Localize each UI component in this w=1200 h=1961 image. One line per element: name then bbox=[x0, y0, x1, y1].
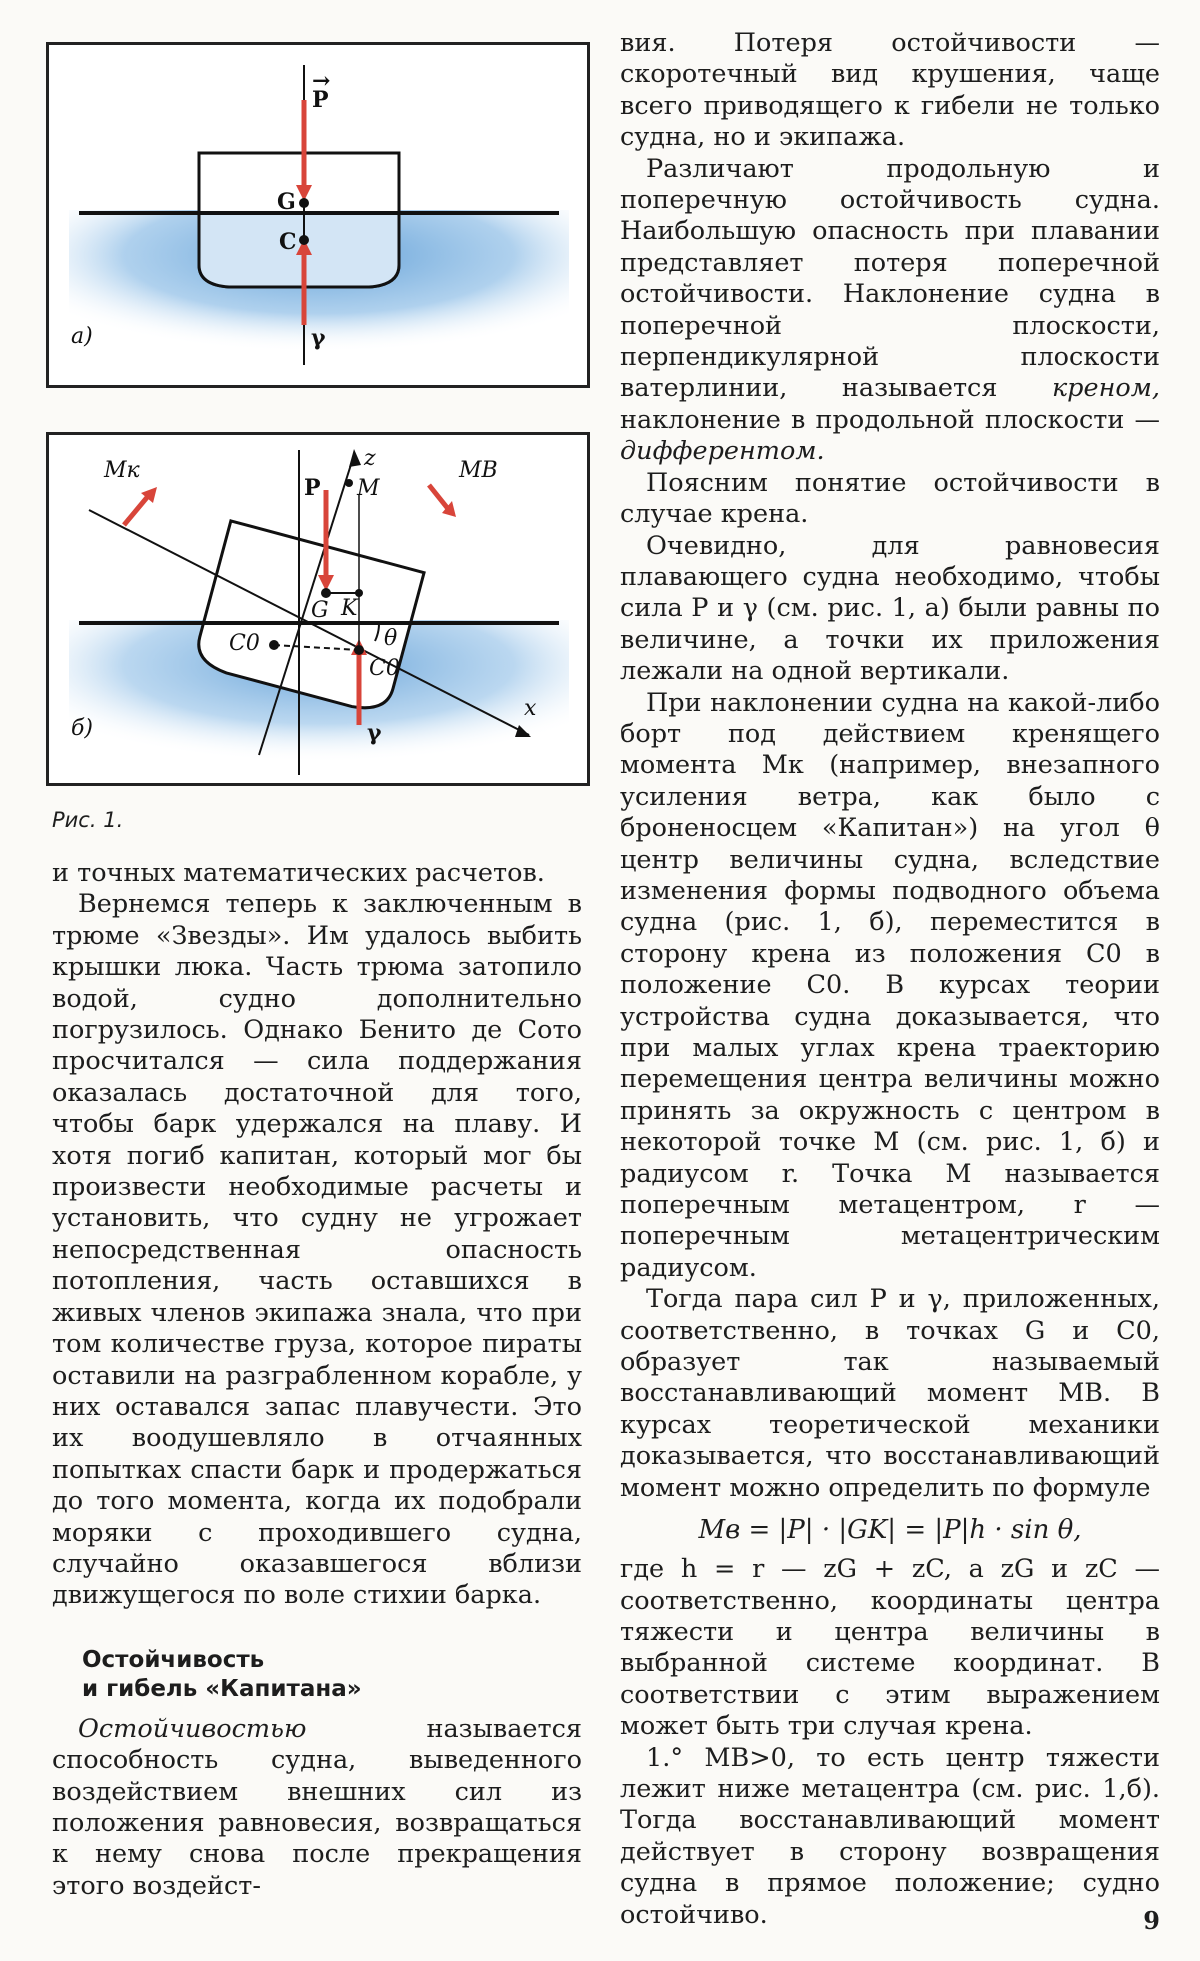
paragraph-text: называется способность судна, выведенного воздействием внешних сил из положения равновесия, возвращаться к нему снова после прекращения этого воздейст- bbox=[52, 1713, 582, 1901]
paragraph: Тогда пара сил P и γ, приложенных, соответственно, в точках G и C0, образует так называемый восстанавливающий момент MB. В курсах теоретической механики доказывается, что восстанавливающий момент можно определить по формуле bbox=[620, 1284, 1160, 1503]
label-p: P bbox=[304, 475, 321, 501]
label-gamma: γ bbox=[311, 325, 326, 351]
label-c: C bbox=[279, 229, 297, 255]
figure-a-svg bbox=[49, 45, 587, 385]
term-italic: креном, bbox=[1051, 373, 1160, 404]
figure-b bbox=[46, 432, 590, 786]
page-number: 9 bbox=[1143, 1906, 1160, 1935]
label-p: P bbox=[312, 87, 329, 113]
figure-a bbox=[46, 42, 590, 388]
label-c0-right: C0 bbox=[369, 656, 400, 681]
paragraph: Очевидно, для равновесия плавающего судна необходимо, чтобы сила P и γ (см. рис. 1, а) были равны по величине, а точки их приложения лежали на одной вертикали. bbox=[620, 530, 1160, 687]
label-x: x bbox=[524, 696, 537, 721]
paragraph: где h = r — zG + zC, а zG и zC — соответственно, координаты центра тяжести и центра величины в выбранной системе координат. В соответствии с этим выражением может быть три случая крена. bbox=[620, 1554, 1160, 1742]
label-g: G bbox=[311, 598, 329, 623]
heading-line: и гибель «Капитана» bbox=[82, 1675, 362, 1702]
paragraph: Поясним понятие остойчивости в случае крена. bbox=[620, 467, 1160, 530]
label-g: G bbox=[277, 189, 296, 215]
label-b: б) bbox=[71, 716, 94, 741]
paragraph-text: Различают продольную и поперечную остойчивость судна. Наибольшую опасность при плавании представляет потеря поперечной остойчивости. Наклонение судна в поперечной плоскости, перпендикулярной плоскости ватерлинии, называется bbox=[620, 153, 1160, 404]
paragraph: 1.° MB>0, то есть центр тяжести лежит ниже метацентра (см. рис. 1,б). Тогда восстанавливающий момент действует в сторону возвращения судна в прямое положение; судно остойчиво. bbox=[620, 1742, 1160, 1930]
label-c0-left: C0 bbox=[229, 631, 260, 656]
right-column bbox=[620, 28, 1160, 1931]
label-mb: MB bbox=[459, 458, 498, 483]
label-theta: θ bbox=[384, 626, 398, 651]
point-c0-initial bbox=[269, 640, 279, 650]
point-g bbox=[321, 588, 331, 598]
vector-arrow-p: → bbox=[312, 68, 331, 94]
label-k: K bbox=[341, 596, 358, 621]
heeling-moment-arrow bbox=[124, 495, 149, 525]
restoring-moment-arrow bbox=[429, 485, 449, 510]
label-z: z bbox=[364, 446, 376, 471]
paragraph: вия. Потеря остойчивости — скоротечный вид крушения, чаще всего приводящего к гибели не только судна, но и экипажа. bbox=[620, 28, 1160, 153]
paragraph bbox=[52, 1714, 582, 1902]
label-m: M bbox=[357, 476, 380, 501]
section-heading bbox=[82, 1646, 582, 1704]
term-italic: Остойчивостью bbox=[78, 1713, 307, 1744]
figure-caption: Рис. 1. bbox=[52, 808, 124, 832]
paragraph-text: наклонение в продольной плоскости — bbox=[620, 404, 1160, 435]
point-g bbox=[299, 198, 309, 208]
point-m bbox=[345, 479, 353, 487]
point-c0-shifted bbox=[354, 645, 364, 655]
paragraph: При наклонении судна на какой-либо борт под действием кренящего момента Mк (например, внезапного усиления ветра, как было с броненосцем «Капитан») на угол θ центр величины судна, вследствие изменения формы подводного объема судна (рис. 1, б), переместится в сторону крена из положения C0 в положение C0. В курсах теории устройства судна доказывается, что при малых углах крена траекторию перемещения центра величины можно принять за окружность с центром в некоторой точке M (см. рис. 1, б) и радиусом r. Точка M называется поперечным метацентром, r — поперечным метацентрическим радиусом. bbox=[620, 687, 1160, 1283]
z-axis-arrowhead bbox=[349, 449, 361, 467]
paragraph bbox=[620, 154, 1160, 468]
label-mk: Mк bbox=[104, 458, 140, 483]
term-italic: дифферентом. bbox=[620, 436, 825, 467]
heading-line: Остойчивость bbox=[82, 1646, 265, 1673]
left-column-text bbox=[52, 858, 582, 1902]
paragraph: и точных математических расчетов. bbox=[52, 858, 545, 888]
figure-b-svg bbox=[49, 435, 587, 783]
paragraph: Вернемся теперь к заключенным в трюме «Звезды». Им удалось выбить крышки люка. Часть трюма затопило водой, судно дополнительно погрузилось. Однако Бенито де Сото просчитался — сила поддержания оказалась достаточной для того, чтобы барк удержался на плаву. И хотя погиб капитан, который мог бы произвести необходимые расчеты и установить, что судну не угрожает непосредственная опасность потопления, часть оставшихся в живых членов экипажа знала, что при том количестве груза, которое пираты оставили на разграбленном корабле, у них оставался запас плавучести. Это их воодушевляло в отчаянных попытках спасти барк и продержаться до того момента, когда их подобрали моряки с проходившего судна, случайно оказавшегося вблизи движущегося по воле стихии барка. bbox=[52, 889, 582, 1611]
label-gamma: γ bbox=[367, 720, 382, 746]
formula: Mв = |P| · |GK| = |P|h · sin θ, bbox=[698, 1515, 1082, 1546]
label-a: а) bbox=[71, 324, 93, 349]
point-c bbox=[299, 235, 309, 245]
